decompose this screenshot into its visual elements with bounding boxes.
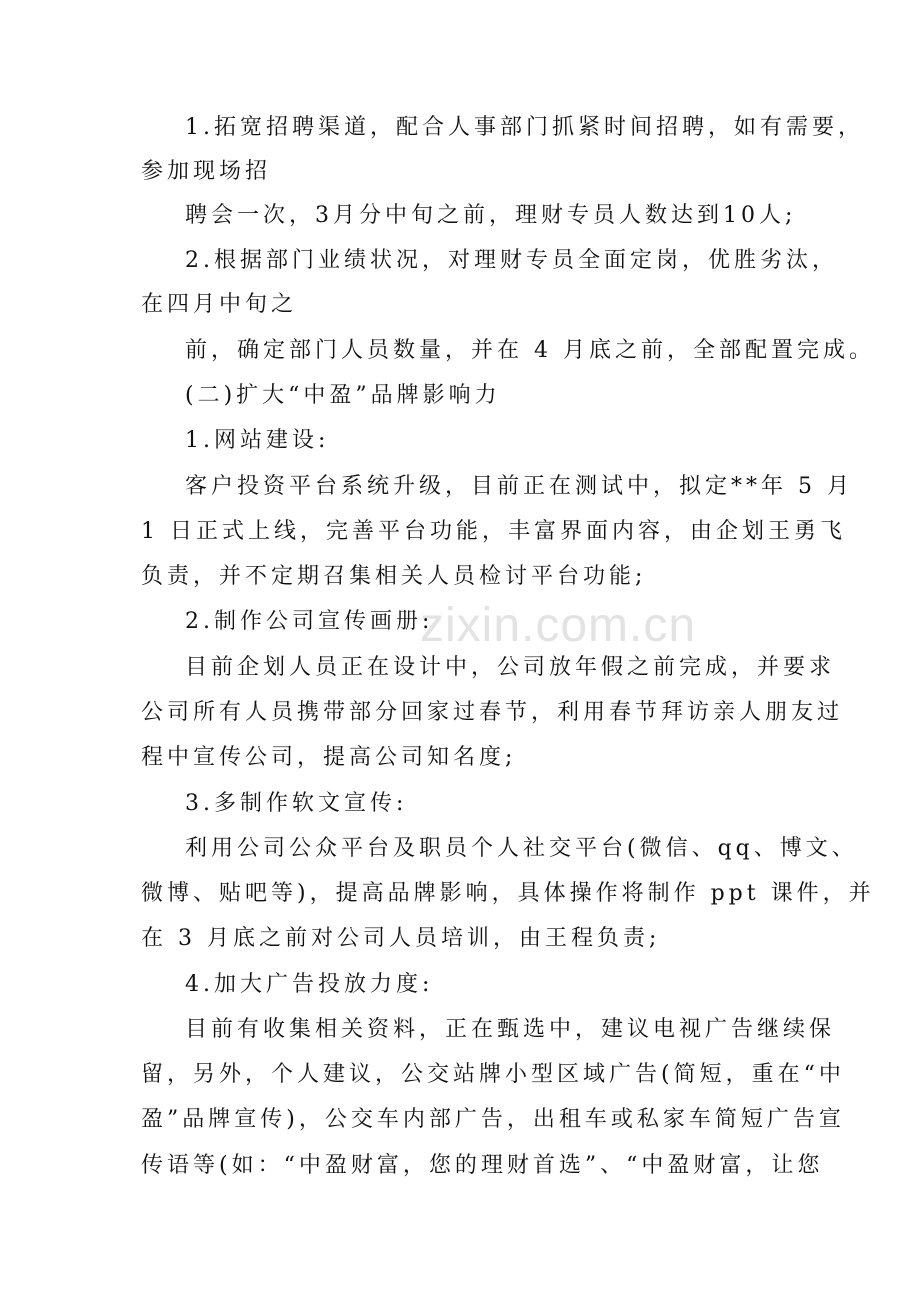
paragraph-line: 客户投资平台系统升级，目前正在测试中，拟定**年 5 月 [185, 474, 853, 499]
paragraph-line: 负责，并不定期召集相关人员检讨平台功能; [141, 564, 647, 589]
paragraph-line: 微博、贴吧等)，提高品牌影响，具体操作将制作 ppt 课件，并 [141, 881, 875, 906]
paragraph-line: 2.根据部门业绩状况，对理财专员全面定岗，优胜劣汰， [185, 248, 838, 273]
paragraph-line: 1.拓宽招聘渠道，配合人事部门抓紧时间招聘，如有需要， [185, 115, 864, 140]
paragraph-line: 1 日正式上线，完善平台功能，丰富界面内容，由企划王勇飞 [141, 519, 846, 544]
subheading: 4.加大广告投放力度: [185, 972, 434, 997]
watermark: zixin.com.cn [420, 599, 697, 652]
paragraph-line: 目前有收集相关资料，正在甄选中，建议电视广告继续保 [185, 1017, 836, 1042]
paragraph-line: 在四月中旬之 [141, 292, 298, 317]
paragraph-line: 前，确定部门人员数量，并在 4 月底之前，全部配置完成。 [185, 338, 875, 363]
subheading: 1.网站建设: [185, 428, 330, 453]
paragraph-line: 利用公司公众平台及职员个人社交平台(微信、qq、博文、 [185, 836, 858, 861]
paragraph-line: 目前企划人员正在设计中，公司放年假之前完成，并要求 [185, 655, 836, 680]
paragraph-line: 程中宣传公司，提高公司知名度; [141, 745, 517, 770]
paragraph-line: 盈”品牌宣传)，公交车内部广告，出租车或私家车简短广告宣 [141, 1107, 845, 1132]
paragraph-line: 参加现场招 [141, 159, 272, 184]
section-heading: (二)扩大“中盈”品牌影响力 [185, 383, 501, 408]
paragraph-line: 留，另外，个人建议，公交站牌小型区域广告(简短，重在“中 [141, 1062, 845, 1087]
subheading: 3.多制作软文宣传: [185, 791, 408, 816]
paragraph-line: 传语等(如：“中盈财富，您的理财首选”、“中盈财富，让您 [141, 1153, 824, 1178]
paragraph-line: 聘会一次，3月分中旬之前，理财专员人数达到10人; [185, 203, 797, 228]
paragraph-line: 在 3 月底之前对公司人员培训，由王程负责; [141, 926, 661, 951]
paragraph-line: 公司所有人员携带部分回家过春节，利用春节拜访亲人朋友过 [141, 700, 844, 725]
subheading: 2.制作公司宣传画册: [185, 609, 434, 634]
